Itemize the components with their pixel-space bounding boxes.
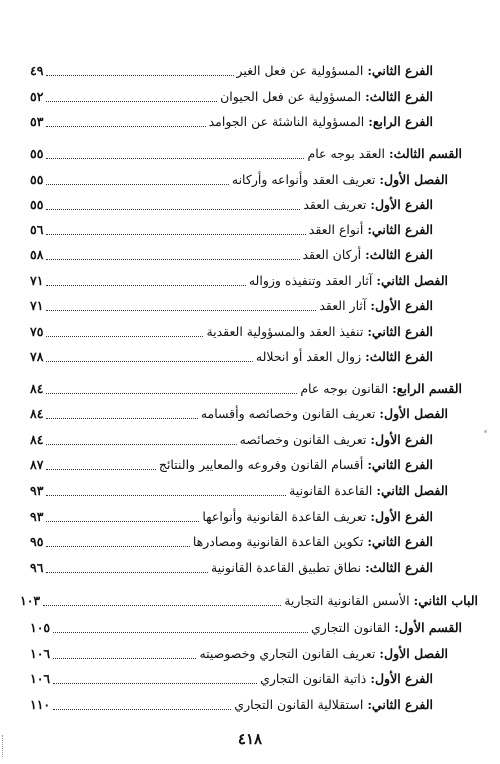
- toc-entry-title: تعريف العقد: [303, 197, 367, 212]
- toc-entry: [30, 559, 433, 577]
- toc-entry-title: تعريف القانون التجاري وخصوصيته: [199, 646, 376, 661]
- toc-entry-page: ٥٨: [30, 247, 44, 262]
- scan-speck: [484, 430, 487, 433]
- toc-entry-title: أقسام القانون وفروعه والمعايير والنتائج: [158, 457, 364, 472]
- toc-entry-page: ٥٥: [30, 172, 44, 187]
- toc-entry-title: تعريف القانون وخصائصه وأقسامه: [200, 406, 376, 421]
- toc-entry-page: ٩٦: [30, 560, 44, 575]
- dot-leader: [46, 259, 299, 260]
- toc-entry-page: ١٠٦: [30, 646, 51, 661]
- toc-entry-title: تعريف القانون وخصائصه: [239, 432, 367, 447]
- toc-entry: [30, 619, 462, 637]
- toc-entry: [30, 482, 448, 500]
- toc-entry-label: الفرع الأول:: [370, 197, 433, 212]
- toc-entry: [30, 670, 433, 688]
- toc-entry: [30, 380, 462, 398]
- toc-entry: [30, 145, 462, 163]
- toc-entry-page: ١١٠: [30, 697, 51, 712]
- dot-leader: [46, 184, 228, 185]
- toc-entry-label: الفرع الثاني:: [367, 697, 433, 712]
- toc-entry-title: تكوين القاعدة القانونية ومصادرها: [192, 534, 364, 549]
- toc-entry-page: ٩٣: [30, 509, 44, 524]
- toc-entry-title: العقد بوجه عام: [307, 146, 385, 161]
- toc-entry-page: ٨٤: [30, 406, 44, 421]
- toc-entry-title: القانون التجاري: [310, 620, 391, 635]
- dot-leader: [46, 361, 252, 362]
- toc-entry-title: أنواع العقد: [308, 222, 364, 237]
- toc-entry-label: الفرع الأول:: [370, 298, 433, 313]
- dot-leader: [46, 495, 286, 496]
- toc-entry-label: الفرع الثالث:: [365, 247, 433, 262]
- dot-leader: [46, 572, 208, 573]
- toc-entry-page: ١٠٣: [20, 593, 41, 608]
- toc-entry: [30, 645, 448, 663]
- dot-leader: [53, 683, 257, 684]
- toc-entry: [30, 431, 433, 449]
- toc-entry-title: آثار العقد: [319, 298, 367, 313]
- toc-entry: [30, 272, 448, 290]
- toc-entry-label: القسم الأول:: [394, 620, 462, 635]
- toc-entry: [30, 696, 433, 714]
- toc-entry-title: المسؤولية الناشئة عن الجوامد: [208, 114, 365, 129]
- toc-entry-title: القاعدة القانونية: [289, 483, 373, 498]
- toc-entry-title: الأسس القانونية التجارية: [284, 593, 410, 608]
- dot-leader: [46, 546, 189, 547]
- dot-leader: [46, 126, 205, 127]
- toc-entry-page: ٥٢: [30, 89, 44, 104]
- dot-leader: [46, 393, 297, 394]
- toc-entry-label: الفرع الأول:: [370, 432, 433, 447]
- dot-leader: [43, 605, 281, 606]
- toc-entry-page: ٨٤: [30, 381, 44, 396]
- toc-entry-page: ٥٥: [30, 197, 44, 212]
- toc-entry: [30, 508, 433, 526]
- toc-entry-label: الفرع الثالث:: [365, 349, 433, 364]
- margin-mark: [2, 735, 5, 757]
- dot-leader: [46, 310, 316, 311]
- toc-entry-title: تعريف العقد وأنواعه وأركانه: [231, 172, 376, 187]
- dot-leader: [46, 285, 245, 286]
- toc-entry-page: ٤٩: [30, 63, 44, 78]
- toc-entry: [30, 88, 433, 106]
- toc-entry-title: تنفيذ العقد والمسؤولية العقدية: [206, 324, 364, 339]
- toc-entry-title: المسؤولية عن فعل الغير: [236, 63, 364, 78]
- toc-entry: [30, 171, 448, 189]
- dot-leader: [46, 469, 155, 470]
- toc-entry-page: ٩٥: [30, 534, 44, 549]
- toc-entry-page: ٧١: [30, 273, 44, 288]
- toc-entry-page: ٧٥: [30, 324, 44, 339]
- toc-entry-page: ٨٧: [30, 457, 44, 472]
- toc-entry-title: استقلالية القانون التجاري: [234, 697, 364, 712]
- dot-leader: [53, 658, 196, 659]
- dot-leader: [46, 75, 233, 76]
- toc-entry: [30, 221, 433, 239]
- toc-entry-label: الفرع الثاني:: [367, 63, 433, 78]
- toc-entry-title: آثار العقد وتنفيذه وزواله: [248, 273, 373, 288]
- page-number: ٤١٨: [237, 730, 263, 748]
- toc-entry-label: الفصل الأول:: [379, 406, 448, 421]
- toc-entry-label: الفرع الرابع:: [368, 114, 433, 129]
- toc-entry-page: ٥٣: [30, 114, 44, 129]
- toc-entry-title: تعريف القاعدة القانونية وأنواعها: [202, 509, 367, 524]
- toc-entry: [30, 297, 433, 315]
- toc-entry-page: ٩٣: [30, 483, 44, 498]
- dot-leader: [53, 709, 231, 710]
- toc-entry-title: القانون بوجه عام: [300, 381, 389, 396]
- dot-leader: [46, 234, 305, 235]
- toc-entry-label: الفصل الأول:: [379, 172, 448, 187]
- toc-entry: [30, 62, 433, 80]
- toc-entry-label: الفرع الثاني:: [367, 222, 433, 237]
- toc-entry: [30, 456, 433, 474]
- toc-entry-label: القسم الرابع:: [392, 381, 462, 396]
- toc-entry: [30, 323, 433, 341]
- dot-leader: [46, 521, 199, 522]
- toc-entry-page: ٧٨: [30, 349, 44, 364]
- toc-entry: [30, 348, 433, 366]
- toc-entry-label: الفصل الأول:: [379, 646, 448, 661]
- toc-entry-label: القسم الثالث:: [389, 146, 462, 161]
- toc-entry: [30, 113, 433, 131]
- toc-entry-label: الفرع الثالث:: [365, 560, 433, 575]
- toc-entry-label: الباب الثاني:: [413, 593, 478, 608]
- dot-leader: [46, 418, 197, 419]
- dot-leader: [46, 158, 304, 159]
- toc-entry-title: ذاتية القانون التجاري: [260, 671, 367, 686]
- toc-entry-label: الفرع الثالث:: [365, 89, 433, 104]
- toc-entry-label: الفرع الأول:: [370, 509, 433, 524]
- toc-entry-title: نطاق تطبيق القاعدة القانونية: [210, 560, 362, 575]
- toc-entry: [30, 246, 433, 264]
- toc-entry-page: ١٠٦: [30, 671, 51, 686]
- toc-entry-page: ٥٥: [30, 146, 44, 161]
- toc-entry-title: زوال العقد أو انحلاله: [255, 349, 362, 364]
- toc-entry-label: الفرع الثاني:: [367, 457, 433, 472]
- dot-leader: [53, 632, 308, 633]
- toc-entry-label: الفصل الثاني:: [376, 273, 448, 288]
- dot-leader: [46, 444, 236, 445]
- dot-leader: [46, 101, 217, 102]
- toc-entry-label: الفرع الأول:: [370, 671, 433, 686]
- toc-entry-page: ٥٦: [30, 222, 44, 237]
- dot-leader: [46, 336, 203, 337]
- toc-entry-page: ٧١: [30, 298, 44, 313]
- toc-entry-page: ٨٤: [30, 432, 44, 447]
- toc-entry-title: المسؤولية عن فعل الحيوان: [220, 89, 362, 104]
- toc-entry-page: ١٠٥: [30, 620, 51, 635]
- toc-entry-label: الفرع الثاني:: [367, 534, 433, 549]
- toc-entry: [30, 405, 448, 423]
- toc-entry-title: أركان العقد: [302, 247, 362, 262]
- toc-entry-label: الفصل الثاني:: [376, 483, 448, 498]
- toc-entry: [30, 533, 433, 551]
- dot-leader: [46, 209, 300, 210]
- toc-entry: [30, 196, 433, 214]
- toc-entry-label: الفرع الثاني:: [367, 324, 433, 339]
- toc-entry: [20, 592, 478, 610]
